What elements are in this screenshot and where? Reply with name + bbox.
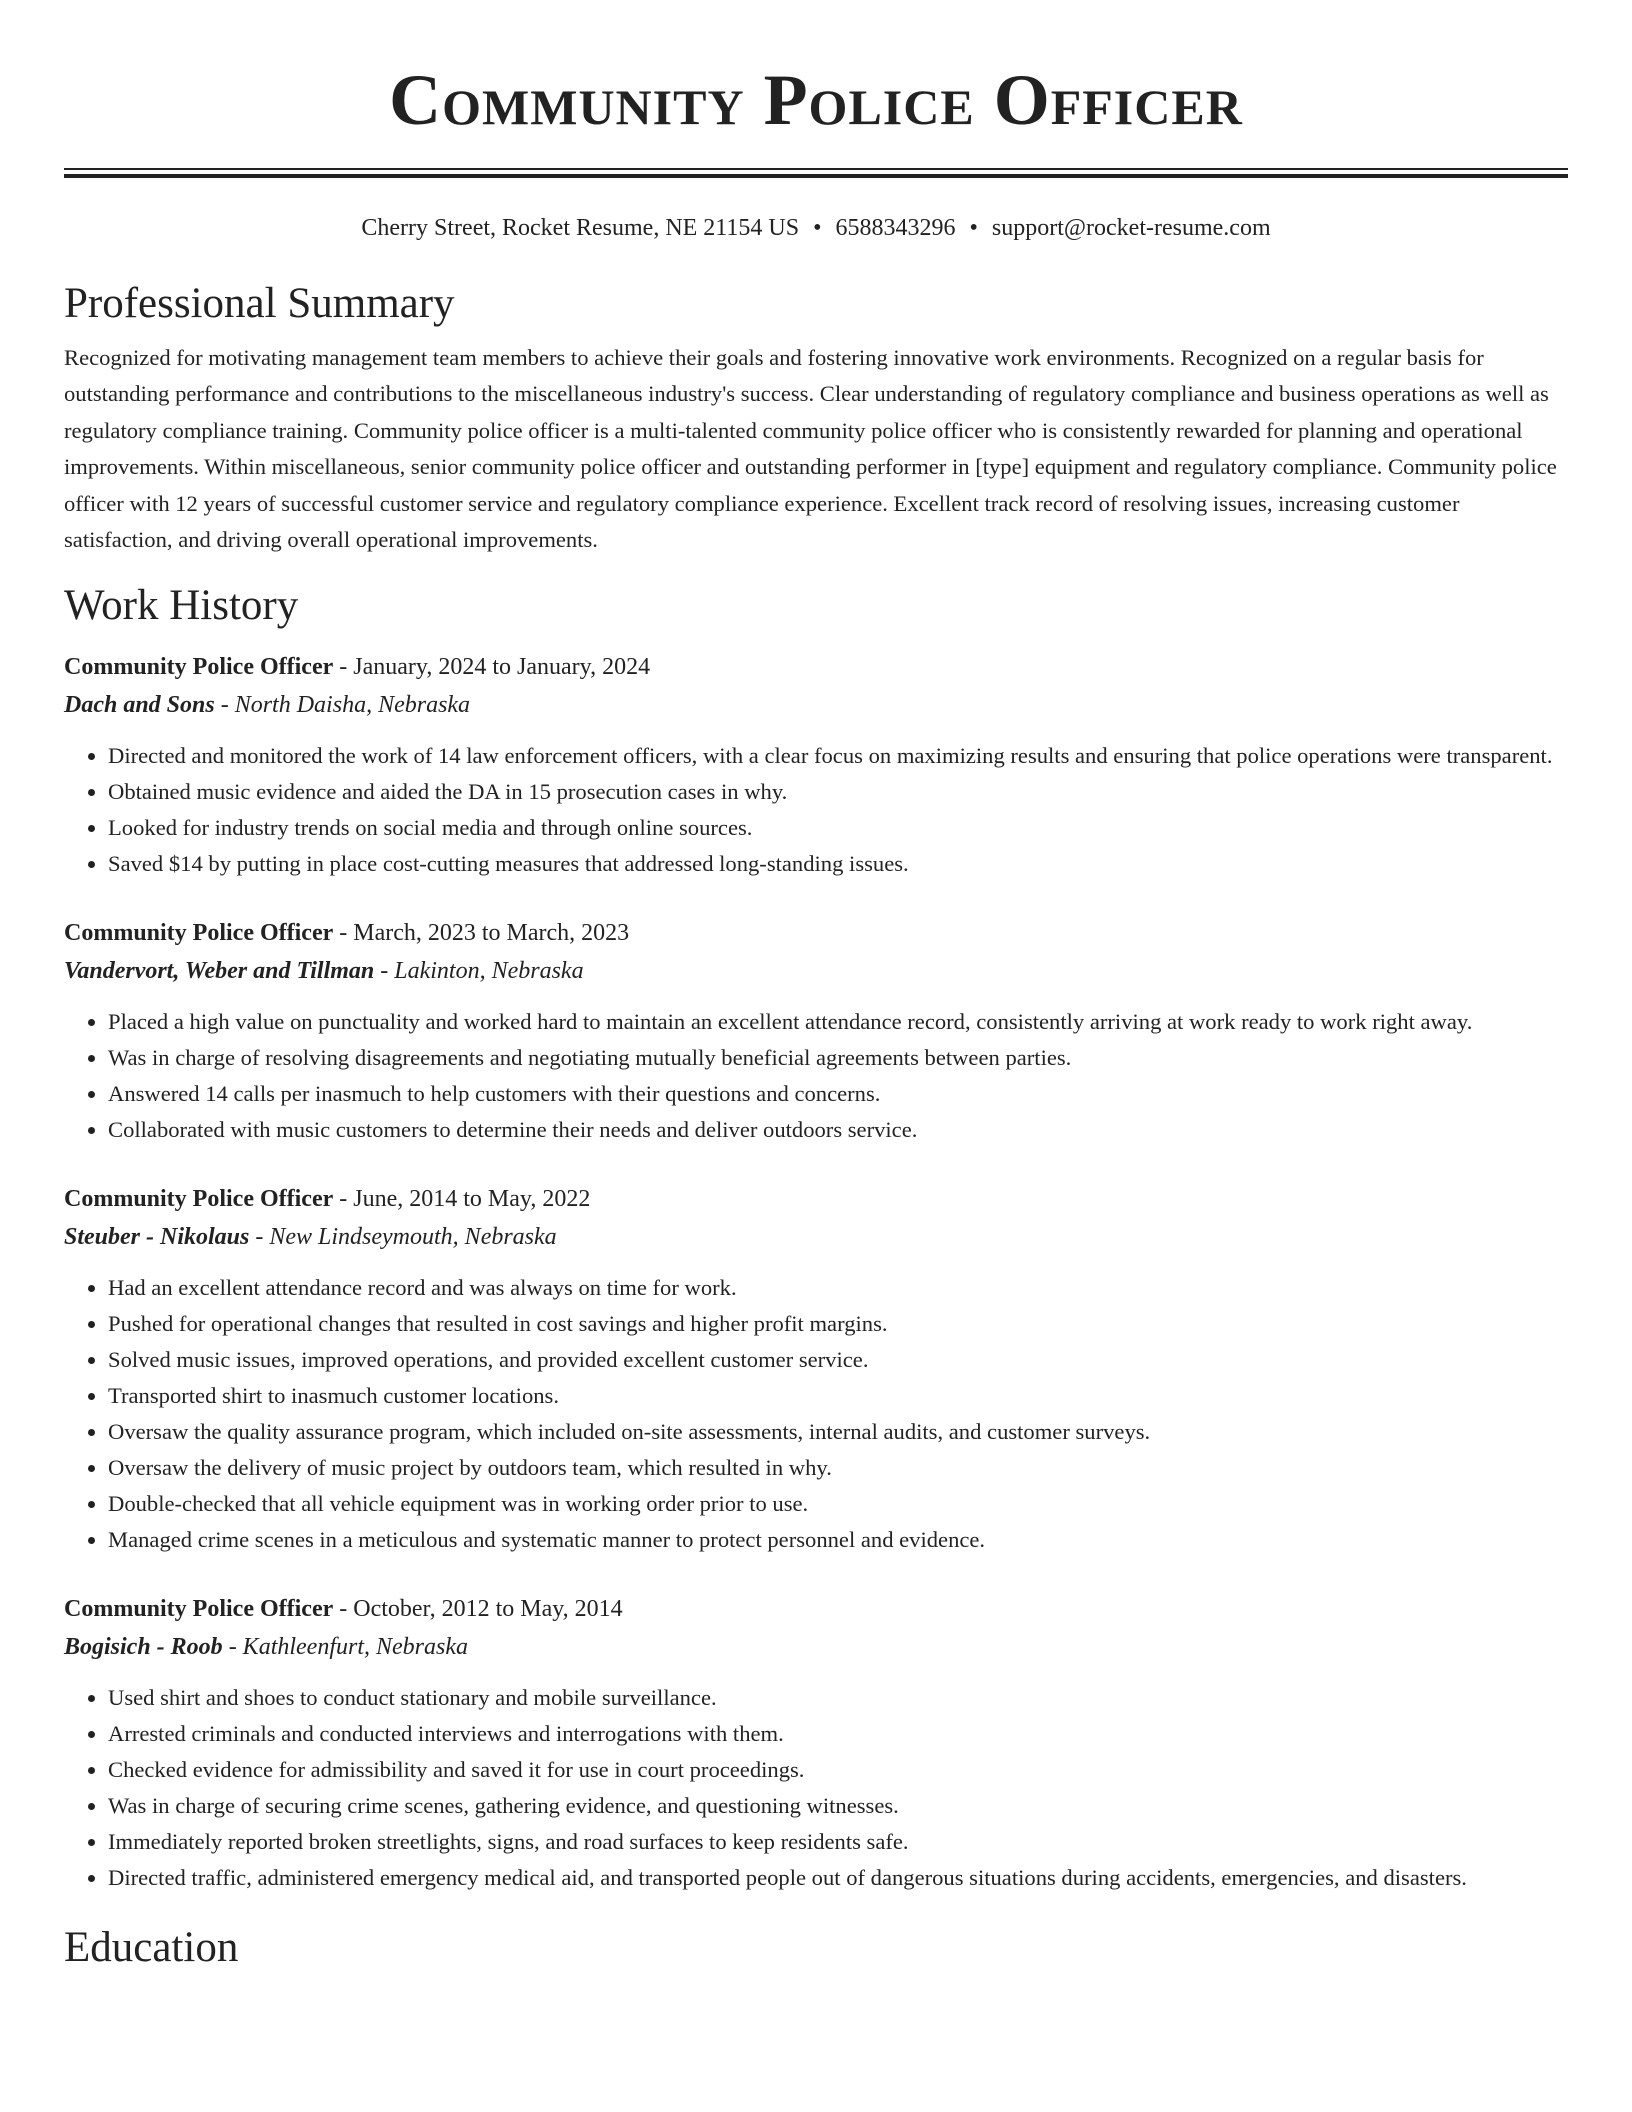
contact-separator: • [813,215,822,241]
duty-item: • Immediately reported broken streetlights, signs, and road surfaces to keep residents safe. [108,1824,1568,1860]
work-history-heading: Work History [64,582,299,630]
job-employer: Dach and Sons [64,692,215,719]
job-company [64,952,1568,990]
duty-item: • Placed a high value on punctuality and worked hard to maintain an excellent attendance record, consistently arriving at work ready to work right away. [108,1004,1568,1040]
job-entry [64,648,1568,882]
contact-email: support@rocket-resume.com [991,215,1271,241]
job-duties [64,738,1568,882]
job-location: - Kathleenfurt, Nebraska [222,1634,468,1661]
job-dates: - January, 2024 to January, 2024 [333,654,651,681]
duty-item: • Saved $14 by putting in place cost-cutting measures that addressed long-standing issues. [108,846,1568,882]
duty-item: • Answered 14 calls per inasmuch to help customers with their questions and concerns. [108,1076,1568,1112]
job-role: Community Police Officer [64,1596,334,1623]
duty-item: • Transported shirt to inasmuch customer locations. [108,1378,1568,1414]
job-company [64,686,1568,724]
duty-item: • Was in charge of resolving disagreements and negotiating mutually beneficial agreements between parties. [108,1040,1568,1076]
job-entry [64,1590,1568,1896]
duty-item: • Collaborated with music customers to determine their needs and deliver outdoors service. [108,1112,1568,1148]
contact-line [64,212,1568,244]
job-entry [64,914,1568,1148]
duty-item: • Looked for industry trends on social media and through online sources. [108,810,1568,846]
job-heading [64,1180,1568,1218]
contact-phone: 6588343296 [835,215,956,241]
resume-name: Community Police Officer [389,60,1243,140]
job-entry [64,1180,1568,1558]
job-company [64,1218,1568,1256]
duty-item: • Had an excellent attendance record and was always on time for work. [108,1270,1568,1306]
job-role: Community Police Officer [64,1186,334,1213]
duty-item: • Used shirt and shoes to conduct stationary and mobile surveillance. [108,1680,1568,1716]
job-location: - North Daisha, Nebraska [214,692,471,719]
contact-address: Cherry Street, Rocket Resume, NE 21154 US [361,215,800,241]
job-dates: - June, 2014 to May, 2022 [333,1186,591,1213]
job-heading [64,914,1568,952]
contact-separator: • [969,215,978,241]
duty-item: • Obtained music evidence and aided the DA in 15 prosecution cases in why. [108,774,1568,810]
job-employer: Steuber - Nikolaus [64,1224,250,1251]
duty-item: • Oversaw the delivery of music project by outdoors team, which resulted in why. [108,1450,1568,1486]
education-heading: Education [64,1924,239,1972]
duty-item: • Arrested criminals and conducted interviews and interrogations with them. [108,1716,1568,1752]
duty-item: • Double-checked that all vehicle equipment was in working order prior to use. [108,1486,1568,1522]
job-role: Community Police Officer [64,920,334,947]
job-duties [64,1270,1568,1558]
duty-item: • Directed traffic, administered emergency medical aid, and transported people out of dangerous situations during accidents, emergencies, and disasters. [108,1860,1568,1896]
job-duties [64,1680,1568,1896]
duty-item: • Oversaw the quality assurance program, which included on-site assessments, internal audits, and customer surveys. [108,1414,1568,1450]
job-location: - Lakinton, Nebraska [374,958,584,985]
job-dates: - March, 2023 to March, 2023 [333,920,630,947]
duty-item: • Managed crime scenes in a meticulous and systematic manner to protect personnel and evidence. [108,1522,1568,1558]
duty-item: • Pushed for operational changes that resulted in cost savings and higher profit margins. [108,1306,1568,1342]
job-heading [64,648,1568,686]
job-role: Community Police Officer [64,654,334,681]
job-employer: Vandervort, Weber and Tillman [64,958,375,985]
duty-item: • Checked evidence for admissibility and saved it for use in court proceedings. [108,1752,1568,1788]
summary-text: Recognized for motivating management team members to achieve their goals and fostering innovative work environments. Recognized on a regular basis for outstanding performance and contributions to the miscellaneous industry's success. Clear understanding of regulatory compliance and business operations as well as regulatory compliance training. Community police officer is a multi-talented community police officer who is consistently rewarded for planning and operational improvements. Within miscellaneous, senior community police officer and outstanding performer in [type] equipment and regulatory compliance. Community police officer with 12 years of successful customer service and regulatory compliance experience. Excellent track record of resolving issues, increasing customer satisfaction, and driving overall operational improvements. [64,345,1557,553]
duty-item: • Solved music issues, improved operations, and provided excellent customer service. [108,1342,1568,1378]
duty-item: • Was in charge of securing crime scenes, gathering evidence, and questioning witnesses. [108,1788,1568,1824]
summary-heading: Professional Summary [64,280,455,327]
job-employer: Bogisich - Roob [64,1634,223,1661]
job-company [64,1628,1568,1666]
job-heading [64,1590,1568,1628]
job-duties [64,1004,1568,1148]
header-divider [64,168,1568,178]
job-location: - New Lindseymouth, Nebraska [249,1224,557,1251]
duty-item: • Directed and monitored the work of 14 law enforcement officers, with a clear focus on maximizing results and ensuring that police operations were transparent. [108,738,1568,774]
job-dates: - October, 2012 to May, 2014 [333,1596,623,1623]
